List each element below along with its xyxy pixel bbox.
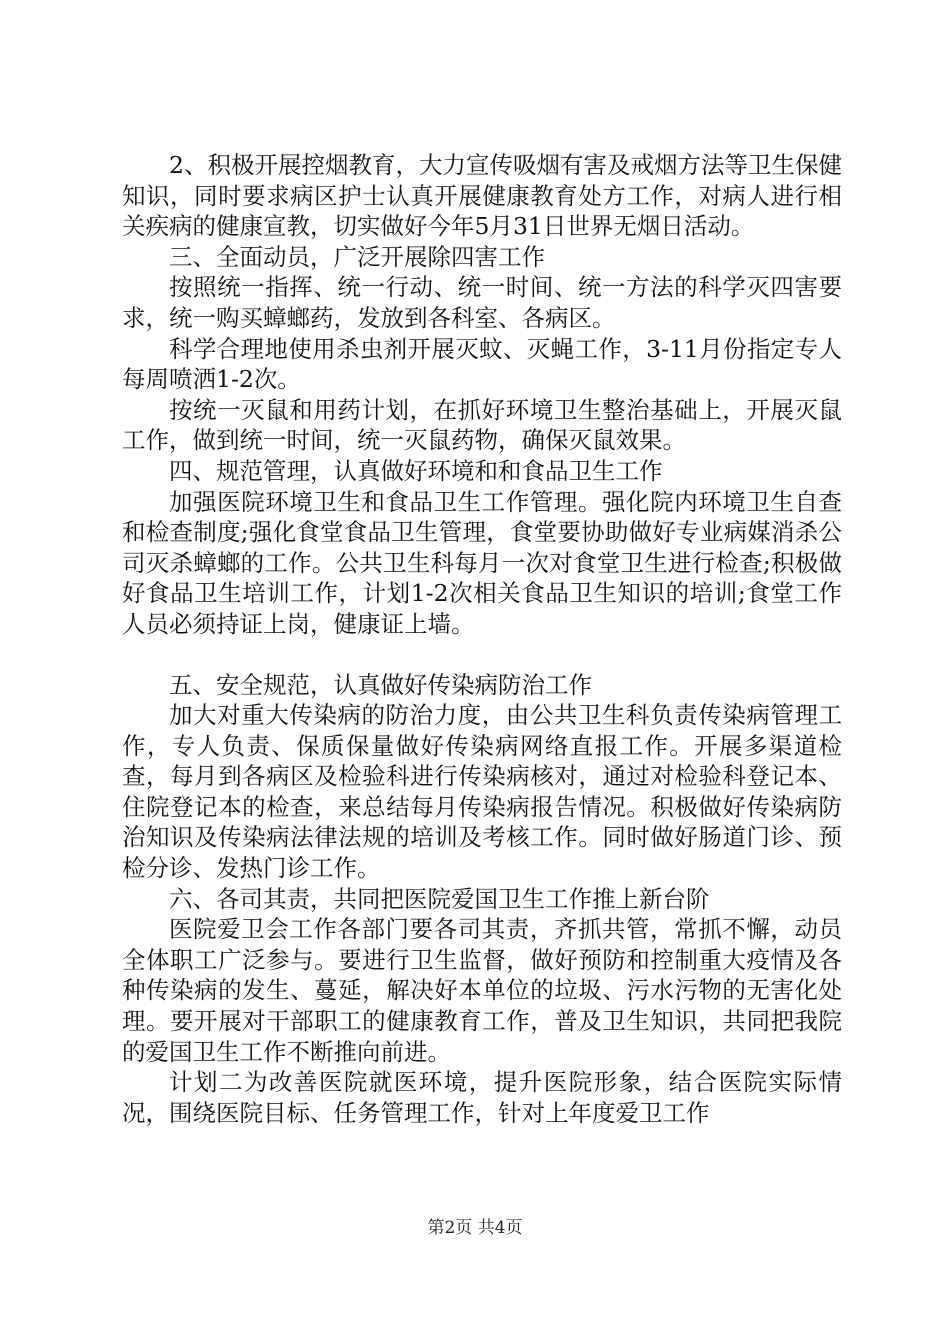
heading-responsibilities: 六、各司其责，共同把医院爱国卫生工作推上新台阶 xyxy=(169,884,710,913)
paragraph-rodent: 按统一灭鼠和用药计划，在抓好环境卫生整治基础上，开展灭鼠工作，做到统一时间，统一灭鼠药物，确保灭鼠效果。 xyxy=(122,395,842,455)
paragraph-infectious-disease: 加大对重大传染病的防治力度，由公共卫生科负责传染病管理工作，专人负责、保质保量做好传染病网络直报工作。开展多渠道检查，每月到各病区及检验科进行传染病核对，通过对检验科登记本、住院登记本的检查，来总结每月传染病报告情况。积极做好传染病防治知识及传染病法律法规的培训及考核工作。同时做好肠道门诊、预检分诊、发热门诊工作。 xyxy=(122,701,842,883)
heading-food-hygiene: 四、规范管理，认真做好环境和和食品卫生工作 xyxy=(169,456,663,485)
paragraph-smoking-control: 2、积极开展控烟教育，大力宣传吸烟有害及戒烟方法等卫生保健知识，同时要求病区护士认真开展健康教育处方工作，对病人进行相关疾病的健康宣教，切实做好今年5月31日世界无烟日活动。 xyxy=(122,151,842,241)
paragraph-insecticide: 科学合理地使用杀虫剂开展灭蚊、灭蝇工作，3-11月份指定专人每周喷洒1-2次。 xyxy=(122,334,842,394)
paragraph-food-hygiene: 加强医院环境卫生和食品卫生工作管理。强化院内环境卫生自查和检查制度;强化食堂食品卫生管理，食堂要协助做好专业病媒消杀公司灭杀蟑螂的工作。公共卫生科每月一次对食堂卫生进行检查;积极做好食品卫生培训工作，计划1-2次相关食品卫生知识的培训;食堂工作人员必须持证上岗，健康证上墙。 xyxy=(122,487,842,638)
paragraph-plan-two: 计划二为改善医院就医环境，提升医院形象，结合医院实际情况，围绕医院目标、任务管理工作，针对上年度爱卫工作 xyxy=(122,1068,842,1127)
page-number-footer: 第2页 共4页 xyxy=(427,1218,523,1238)
heading-pest-control: 三、全面动员，广泛开展除四害工作 xyxy=(169,242,545,271)
document-body xyxy=(122,150,842,1128)
paragraph-responsibilities: 医院爱卫会工作各部门要各司其责，齐抓共管，常抓不懈，动员全体职工广泛参与。要进行卫生监督，做好预防和控制重大疫情及各种传染病的发生、蔓延，解决好本单位的垃圾、污水污物的无害化处理。要开展对干部职工的健康教育工作，普及卫生知识，共同把我院的爱国卫生工作不断推向前进。 xyxy=(122,915,842,1066)
paragraph-cockroach: 按照统一指挥、统一行动、统一时间、统一方法的科学灭四害要求，统一购买蟑螂药，发放到各科室、各病区。 xyxy=(122,273,842,332)
heading-infectious-disease: 五、安全规范，认真做好传染病防治工作 xyxy=(169,670,592,699)
